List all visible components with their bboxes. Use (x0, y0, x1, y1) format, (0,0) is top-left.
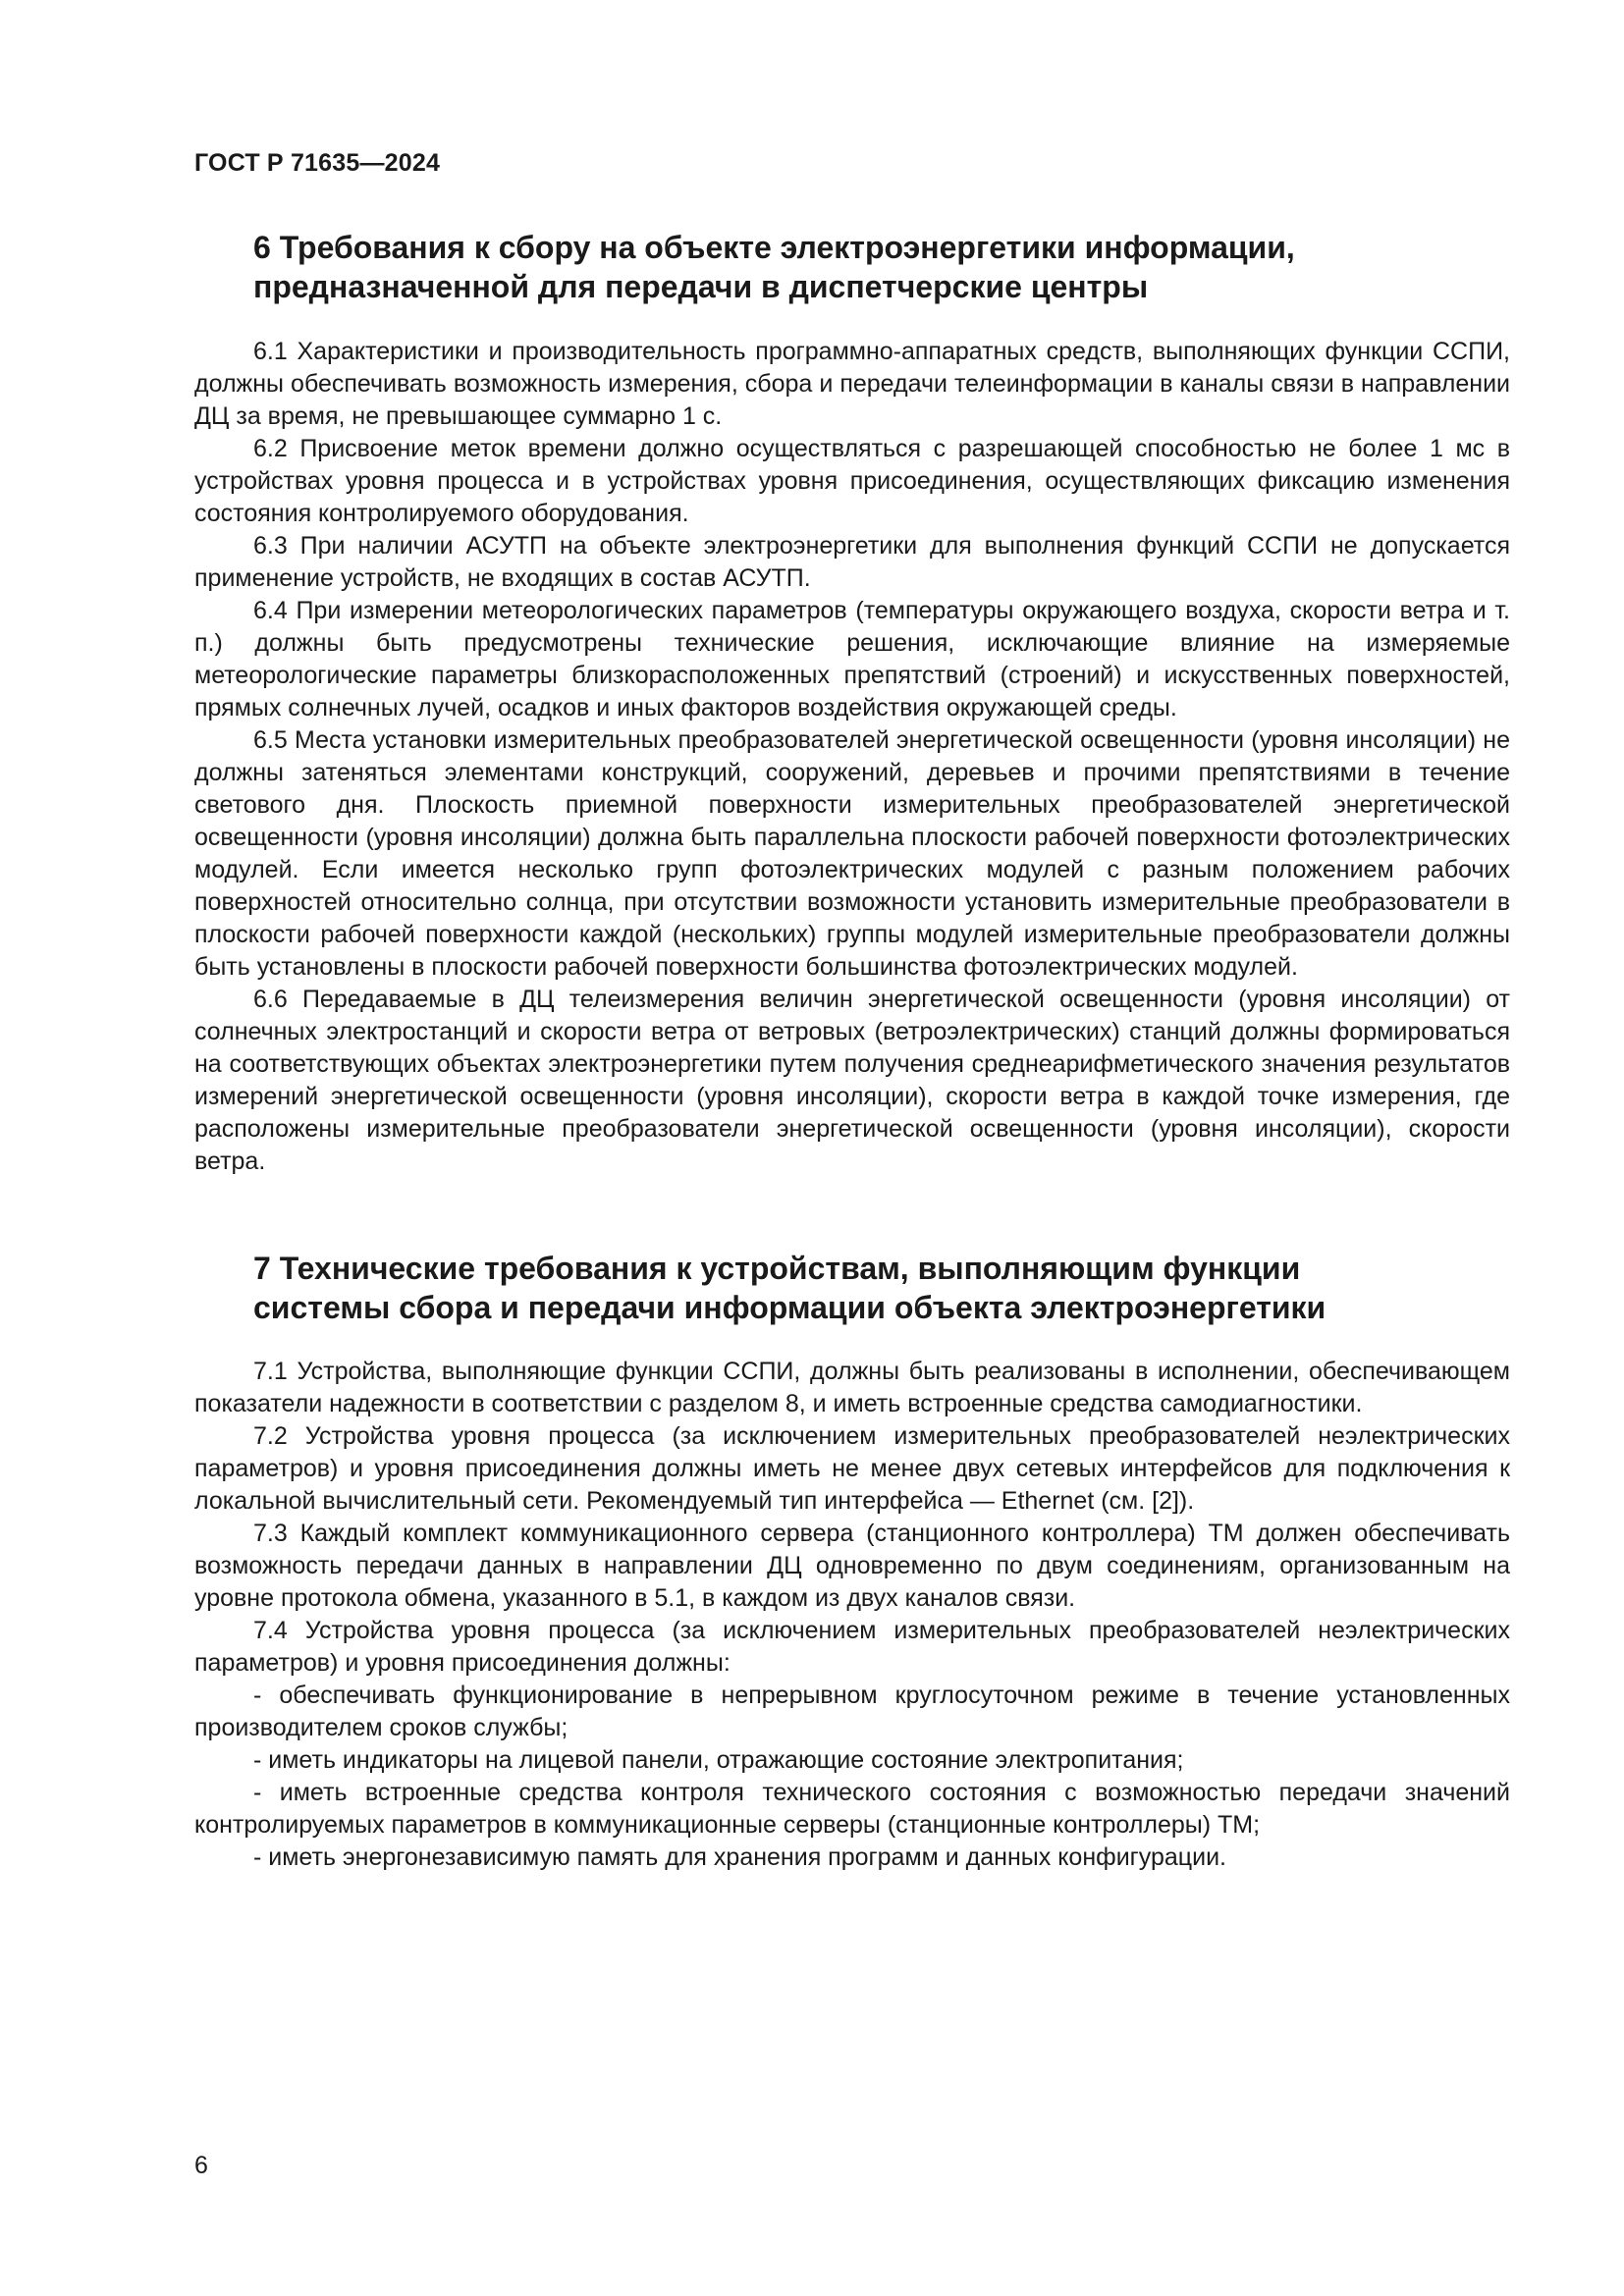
paragraph-7-2: 7.2 Устройства уровня процесса (за исключением измерительных преобразователей неэлектрических параметров) и уровня присоединения должны иметь не менее двух сетевых интерфейсов для подключения к локальной вычислительный сети. Рекомендуемый тип интерфейса — Ethernet (см. [2]). (194, 1422, 1510, 1515)
paragraph-7-4: 7.4 Устройства уровня процесса (за исключением измерительных преобразователей неэлектрических параметров) и уровня присоединения должны: (194, 1617, 1510, 1677)
section-7-title-line-1: 7 Технические требования к устройствам, выполняющим функции (253, 1251, 1301, 1286)
paragraph-6-5: 6.5 Места установки измерительных преобразователей энергетической освещенности (уровня инсоляции) не должны затеняться элементами конструкций, сооружений, деревьев и прочими препятствиями в течение светового дня. Плоскость приемной поверхности измерительных преобразователей энергетической освещенности (уровня инсоляции) должна быть параллельна плоскости рабочей поверхности фотоэлектрических модулей. Если имеется несколько групп фотоэлектрических модулей с разным положением рабочих поверхностей относительно солнца, при отсутствии возможности установить измерительные преобразователи в плоскости рабочей поверхности каждой (нескольких) группы модулей измерительные преобразователи должны быть установлены в плоскости рабочей поверхности большинства фотоэлектрических модулей. (194, 726, 1510, 981)
list-item: - иметь энергонезависимую память для хранения программ и данных конфигурации. (253, 1843, 1227, 1871)
paragraph-6-3: 6.3 При наличии АСУТП на объекте электроэнергетики для выполнения функций ССПИ не допускается применение устройств, не входящих в состав АСУТП. (194, 532, 1510, 592)
paragraph-7-3: 7.3 Каждый комплект коммуникационного сервера (станционного контроллера) ТМ должен обеспечивать возможность передачи данных в направлении ДЦ одновременно по двум соединениям, организованным на уровне протокола обмена, указанного в 5.1, в каждом из двух каналов связи. (194, 1520, 1510, 1612)
section-6-title-line-1: 6 Требования к сбору на объекте электроэнергетики информации, (253, 230, 1295, 265)
section-7-title-line-2: системы сбора и передачи информации объекта электроэнергетики (253, 1290, 1326, 1325)
paragraph-6-6: 6.6 Передаваемые в ДЦ телеизмерения величин энергетической освещенности (уровня инсоляции) от солнечных электростанций и скорости ветра от ветровых (ветроэлектрических) станций должны формироваться на соответствующих объектах электроэнергетики путем получения среднеарифметического значения результатов измерений энергетической освещенности (уровня инсоляции), скорости ветра в каждой точке измерения, где расположены измерительные преобразователи энергетической освещенности (уровня инсоляции), скорости ветра. (194, 986, 1510, 1175)
section-6-title-line-2: предназначенной для передачи в диспетчерские центры (253, 269, 1149, 304)
list-item: - иметь встроенные средства контроля технического состояния с возможностью передачи значений контролируемых параметров в коммуникационные серверы (станционные контроллеры) ТМ; (194, 1779, 1510, 1839)
paragraph-6-1: 6.1 Характеристики и производительность программно-аппаратных средств, выполняющих функции ССПИ, должны обеспечивать возможность измерения, сбора и передачи телеинформации в каналы связи в направлении ДЦ за время, не превышающее суммарно 1 с. (194, 338, 1510, 430)
list-item: - обеспечивать функционирование в непрерывном круглосуточном режиме в течение установленных производителем сроков службы; (194, 1682, 1510, 1741)
section-6-title (253, 228, 1510, 306)
section-7-title (253, 1249, 1510, 1327)
paragraph-7-1: 7.1 Устройства, выполняющие функции ССПИ, должны быть реализованы в исполнении, обеспечивающем показатели надежности в соответствии с разделом 8, и иметь встроенные средства самодиагностики. (194, 1358, 1510, 1417)
section-7 (194, 1249, 1510, 1874)
list-item: - иметь индикаторы на лицевой панели, отражающие состояние электропитания; (253, 1746, 1184, 1774)
standard-code-header: ГОСТ Р 71635—2024 (194, 149, 441, 177)
paragraph-6-2: 6.2 Присвоение меток времени должно осуществляться с разрешающей способностью не более 1 мс в устройствах уровня процесса и в устройствах уровня присоединения, осуществляющих фиксацию изменения состояния контролируемого оборудования. (194, 435, 1510, 527)
section-6 (194, 228, 1510, 1178)
page-number: 6 (194, 2152, 208, 2179)
paragraph-6-4: 6.4 При измерении метеорологических параметров (температуры окружающего воздуха, скорости ветра и т. п.) должны быть предусмотрены технические решения, исключающие влияние на измеряемые метеорологические параметры близкорасположенных препятствий (строений) и искусственных поверхностей, прямых солнечных лучей, осадков и иных факторов воздействия окружающей среды. (194, 597, 1510, 721)
